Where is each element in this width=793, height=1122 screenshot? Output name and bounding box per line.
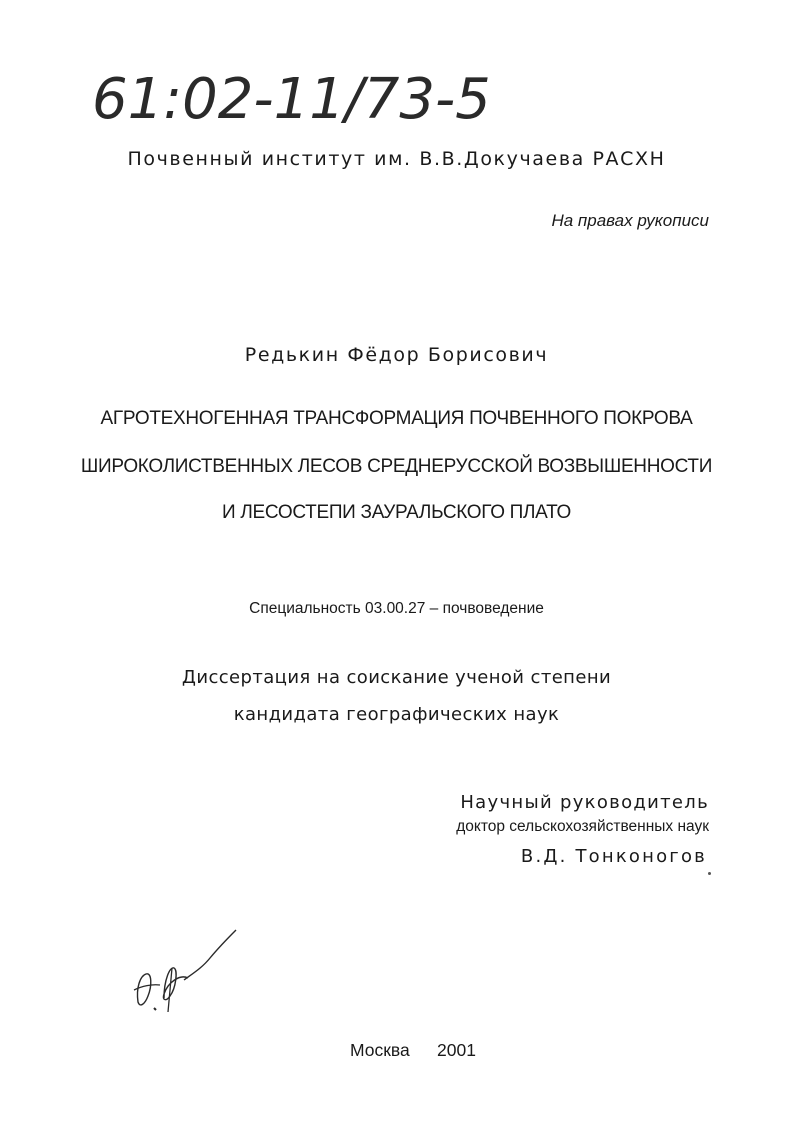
institute-name: Почвенный институт им. В.В.Докучаева РАСХН xyxy=(127,148,666,170)
rights-notice: На правах рукописи xyxy=(551,211,709,230)
supervisor-degree: доктор сельскохозяйственных наук xyxy=(456,818,709,835)
year: 2001 xyxy=(437,1040,476,1060)
supervisor-name: В.Д. Тонконогов xyxy=(520,846,707,867)
ink-speck xyxy=(708,872,711,875)
author-signature xyxy=(130,928,242,1020)
dissertation-line-1: Диссертация на соискание ученой степени xyxy=(181,667,612,688)
handwritten-archive-code xyxy=(92,62,492,142)
city: Москва xyxy=(350,1040,410,1060)
archive-code-text: 61:02-11/73-5 xyxy=(92,67,491,132)
title-line-3: И ЛЕСОСТЕПИ ЗАУРАЛЬСКОГО ПЛАТО xyxy=(222,502,571,523)
specialty: Специальность 03.00.27 – почвоведение xyxy=(249,600,544,617)
supervisor-role: Научный руководитель xyxy=(460,792,709,813)
title-line-1: АГРОТЕХНОГЕННАЯ ТРАНСФОРМАЦИЯ ПОЧВЕННОГО ПОКРОВА xyxy=(100,408,693,429)
dissertation-line-2: кандидата географических наук xyxy=(233,704,560,725)
author-name: Редькин Фёдор Борисович xyxy=(244,344,549,366)
title-line-2: ШИРОКОЛИСТВЕННЫХ ЛЕСОВ СРЕДНЕРУССКОЙ ВОЗВЫШЕННОСТИ xyxy=(80,456,713,477)
